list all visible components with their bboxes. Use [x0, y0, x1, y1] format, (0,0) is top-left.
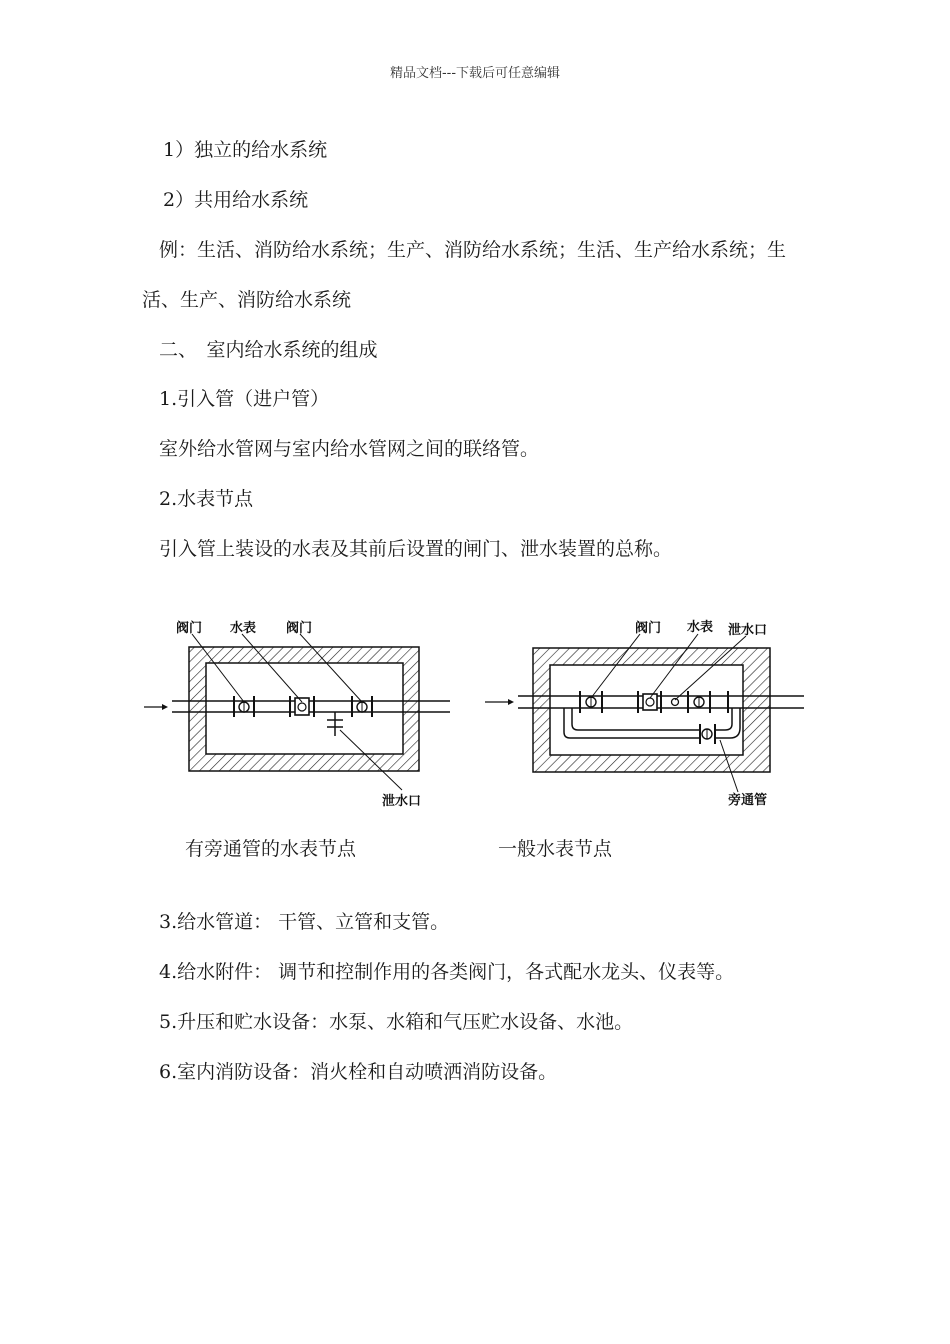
item-inlet-pipe-desc: 室外给水管网与室内给水管网之间的联络管。	[159, 438, 540, 460]
right-label-meter: 水表	[687, 620, 714, 635]
left-figure-caption: 有旁通管的水表节点	[185, 838, 357, 860]
water-meter-node-diagram	[140, 612, 820, 812]
item-meter-node: 2.水表节点	[159, 488, 254, 510]
item-inlet-pipe: 1.引入管（进户管）	[159, 388, 330, 410]
paragraph-example-line1: 例：生活、消防给水系统；生产、消防给水系统；生活、生产给水系统；生	[159, 239, 787, 261]
right-label-valve: 阀门	[635, 621, 662, 636]
section-heading-components: 二、 室内给水系统的组成	[159, 339, 378, 361]
paragraph-independent-system: 1）独立的给水系统	[163, 139, 328, 161]
right-label-drain: 泄水口	[728, 623, 768, 638]
paragraph-shared-system: 2）共用给水系统	[163, 189, 309, 211]
item-fire-equipment: 6.室内消防设备：消火栓和自动喷洒消防设备。	[159, 1061, 558, 1083]
paragraph-example-line2: 活、生产、消防给水系统	[142, 289, 352, 311]
page-header: 精品文档---下载后可任意编辑	[389, 66, 561, 81]
right-label-bypass: 旁通管	[728, 793, 768, 808]
left-label-valve-2: 阀门	[286, 621, 313, 636]
left-label-valve-1: 阀门	[176, 621, 203, 636]
item-pipelines: 3.给水管道： 干管、立管和支管。	[159, 911, 450, 933]
right-figure-caption: 一般水表节点	[498, 838, 613, 860]
left-label-drain: 泄水口	[382, 794, 422, 809]
item-meter-node-desc: 引入管上装设的水表及其前后设置的闸门、泄水装置的总称。	[159, 538, 673, 560]
item-fittings: 4.给水附件： 调节和控制作用的各类阀门，各式配水龙头、仪表等。	[159, 961, 735, 983]
left-label-meter: 水表	[230, 621, 257, 636]
item-pump-storage: 5.升压和贮水设备：水泵、水箱和气压贮水设备、水池。	[159, 1011, 634, 1033]
